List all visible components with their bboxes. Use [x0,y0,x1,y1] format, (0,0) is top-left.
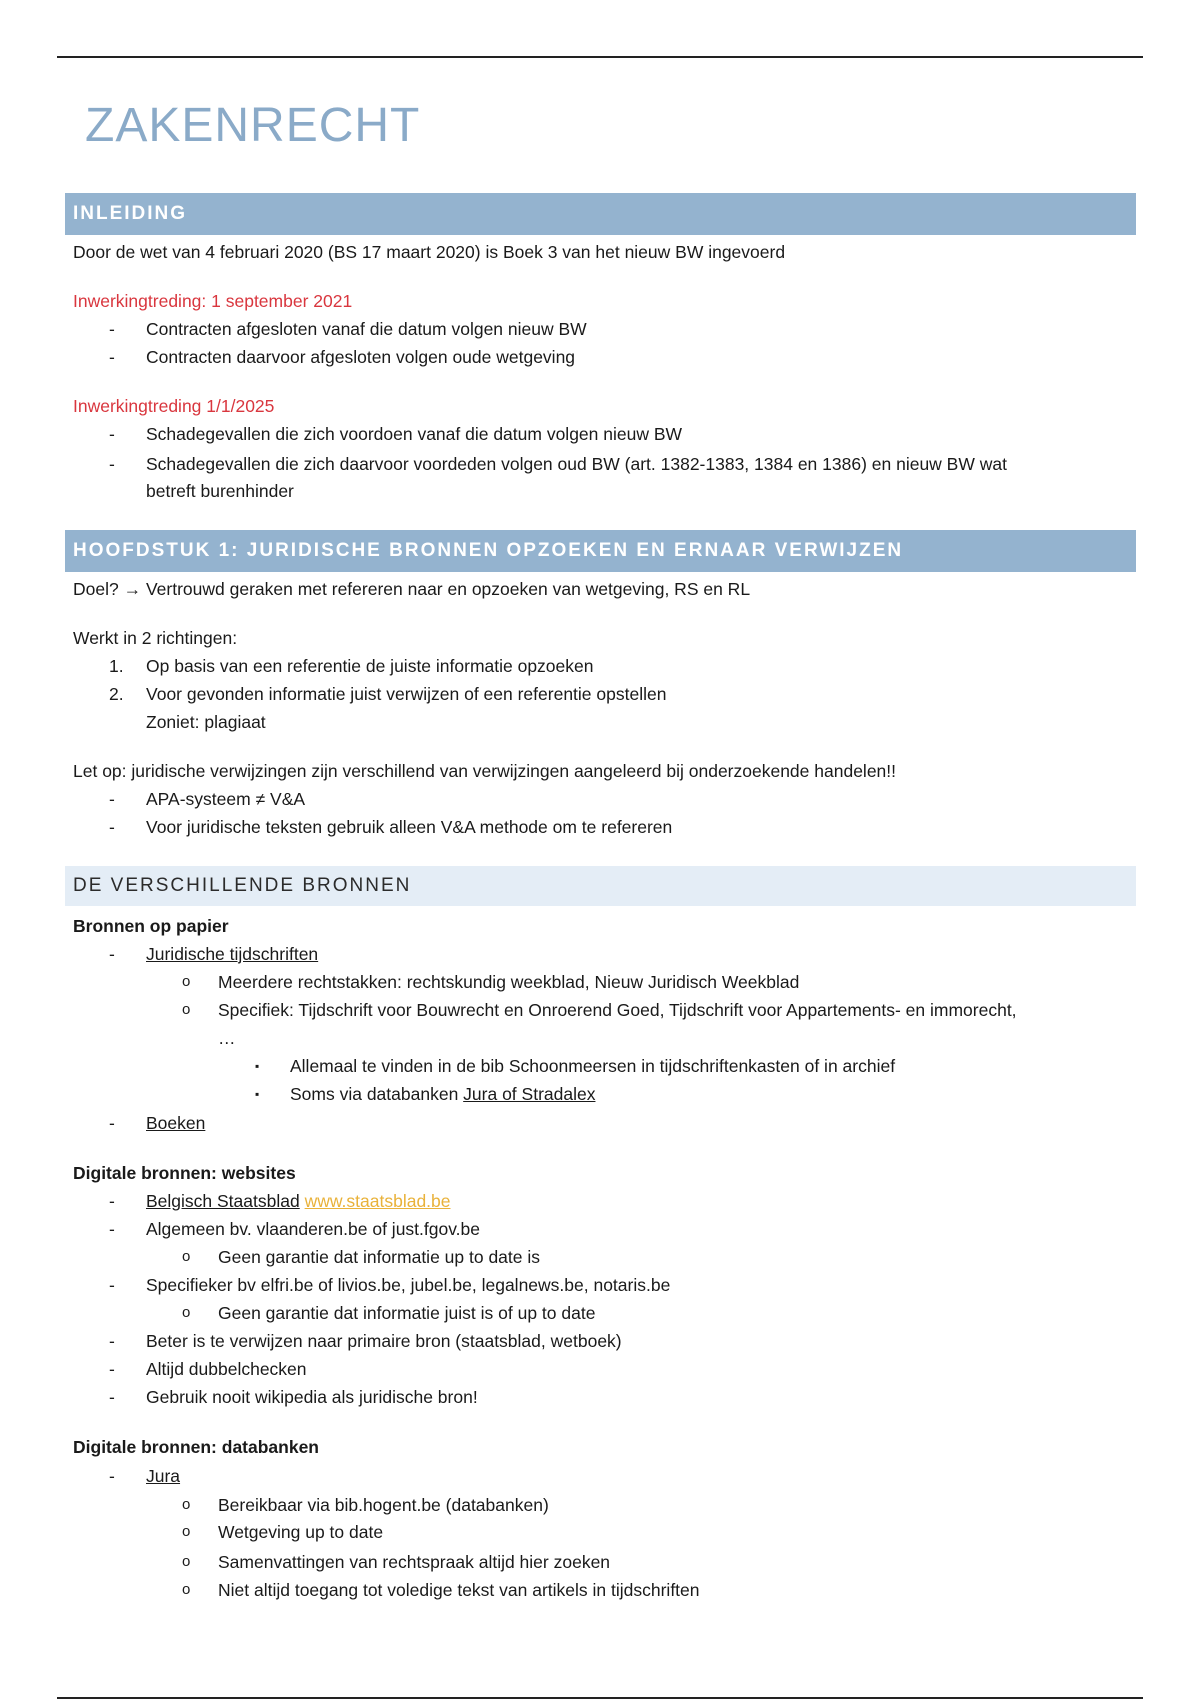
dash-bullet: - [109,1113,115,1133]
dash-bullet: - [109,424,115,444]
sub-sub-list-item [290,1083,595,1105]
circle-bullet: o [182,1304,191,1321]
jura-stradalex-link[interactable]: Jura of Stradalex [463,1084,596,1104]
dash-bullet: - [109,789,115,809]
dash-bullet: - [109,817,115,837]
sub-sub-list-item: Allemaal te vinden in de bib Schoonmeersen in tijdschriftenkasten of in archief [290,1056,896,1076]
dash-bullet: - [109,1466,115,1486]
dash-bullet: - [109,1191,115,1211]
sub-list-item: Geen garantie dat informatie juist is of up to date [218,1303,596,1323]
list-item: Schadegevallen die zich daarvoor voordeden volgen oud BW (art. 1382-1383, 1384 en 1386) en nieuw BW wat [146,454,1007,474]
dash-bullet: - [109,347,115,367]
sub-list-item-continuation: … [218,1028,236,1048]
numbered-item: Voor gevonden informatie juist verwijzen of een referentie opstellen [146,684,667,704]
staatsblad-link[interactable]: www.staatsblad.be [304,1191,451,1211]
tijdschriften-item: Juridische tijdschriften [146,944,319,964]
list-item: Algemeen bv. vlaanderen.be of just.fgov.be [146,1219,481,1239]
sq-item-prefix: Soms via databanken [290,1084,464,1104]
list-item: Schadegevallen die zich voordoen vanaf die datum volgen nieuw BW [146,424,683,444]
sub-list-item: Meerdere rechtstakken: rechtskundig weekblad, Nieuw Juridisch Weekblad [218,972,800,992]
dash-bullet: - [109,1331,115,1351]
circle-bullet: o [182,973,191,990]
sub-list-item: Specifiek: Tijdschrift voor Bouwrecht en Onroerend Goed, Tijdschrift voor Appartements- en immorecht, [218,1000,1017,1020]
websites-label: Digitale bronnen: websites [73,1163,296,1183]
papier-label: Bronnen op papier [73,916,229,936]
bottom-rule [57,1697,1143,1699]
list-item: Gebruik nooit wikipedia als juridische bron! [146,1387,478,1407]
section-heading-bronnen: DE VERSCHILLENDE BRONNEN [65,866,1136,906]
inwerkingtreding-2-label: Inwerkingtreding 1/1/2025 [73,396,275,416]
list-item: Beter is te verwijzen naar primaire bron (staatsblad, wetboek) [146,1331,622,1351]
dash-bullet: - [109,319,115,339]
section-heading-inleiding: INLEIDING [65,193,1136,235]
dash-bullet: - [109,1275,115,1295]
staatsblad-text: Belgisch Staatsblad [146,1191,300,1211]
list-item: Contracten daarvoor afgesloten volgen oude wetgeving [146,347,576,367]
list-number: 2. [109,684,124,704]
list-item: Altijd dubbelchecken [146,1359,307,1379]
dash-bullet: - [109,1387,115,1407]
boeken-item: Boeken [146,1113,206,1133]
dash-bullet: - [109,1359,115,1379]
circle-bullet: o [182,1001,191,1018]
list-item-continuation: betreft burenhinder [146,481,294,501]
sub-list-item: Samenvattingen van rechtspraak altijd hier zoeken [218,1552,611,1572]
circle-bullet: o [182,1553,191,1570]
square-bullet: ▪ [255,1059,260,1073]
circle-bullet: o [182,1496,191,1513]
sub-list-item: Niet altijd toegang tot voledige tekst van artikels in tijdschriften [218,1580,700,1600]
list-item [146,1190,451,1212]
section-heading-hoofdstuk-1: HOOFDSTUK 1: JURIDISCHE BRONNEN OPZOEKEN EN ERNAAR VERWIJZEN [65,530,1136,572]
dash-bullet: - [109,1219,115,1239]
top-rule [57,56,1143,58]
inleiding-intro: Door de wet van 4 februari 2020 (BS 17 maart 2020) is Boek 3 van het nieuw BW ingevoerd [73,242,786,262]
databanken-label: Digitale bronnen: databanken [73,1437,319,1457]
list-number: 1. [109,656,124,676]
list-item: Contracten afgesloten vanaf die datum volgen nieuw BW [146,319,587,339]
werkt-text: Werkt in 2 richtingen: [73,628,238,648]
square-bullet: ▪ [255,1087,260,1101]
circle-bullet: o [182,1581,191,1598]
inwerkingtreding-1-label: Inwerkingtreding: 1 september 2021 [73,291,353,311]
sub-list-item: Bereikbaar via bib.hogent.be (databanken) [218,1495,549,1515]
zoniet-text: Zoniet: plagiaat [146,712,266,732]
jura-item: Jura [146,1466,181,1486]
list-item: Voor juridische teksten gebruik alleen V&A methode om te refereren [146,817,673,837]
dash-bullet: - [109,944,115,964]
dash-bullet: - [109,454,115,474]
doel-text: Doel? → Vertrouwd geraken met refereren naar en opzoeken van wetgeving, RS en RL [73,579,751,599]
sub-list-item: Geen garantie dat informatie up to date is [218,1247,541,1267]
numbered-item: Op basis van een referentie de juiste informatie opzoeken [146,656,594,676]
letop-text: Let op: juridische verwijzingen zijn verschillend van verwijzingen aangeleerd bij onderzoekende handelen!! [73,761,897,781]
circle-bullet: o [182,1248,191,1265]
circle-bullet: o [182,1523,191,1540]
sub-list-item: Wetgeving up to date [218,1522,384,1542]
list-item: Specifieker bv elfri.be of livios.be, jubel.be, legalnews.be, notaris.be [146,1275,671,1295]
page-title: ZAKENRECHT [85,99,421,152]
list-item: APA-systeem ≠ V&A [146,789,306,809]
